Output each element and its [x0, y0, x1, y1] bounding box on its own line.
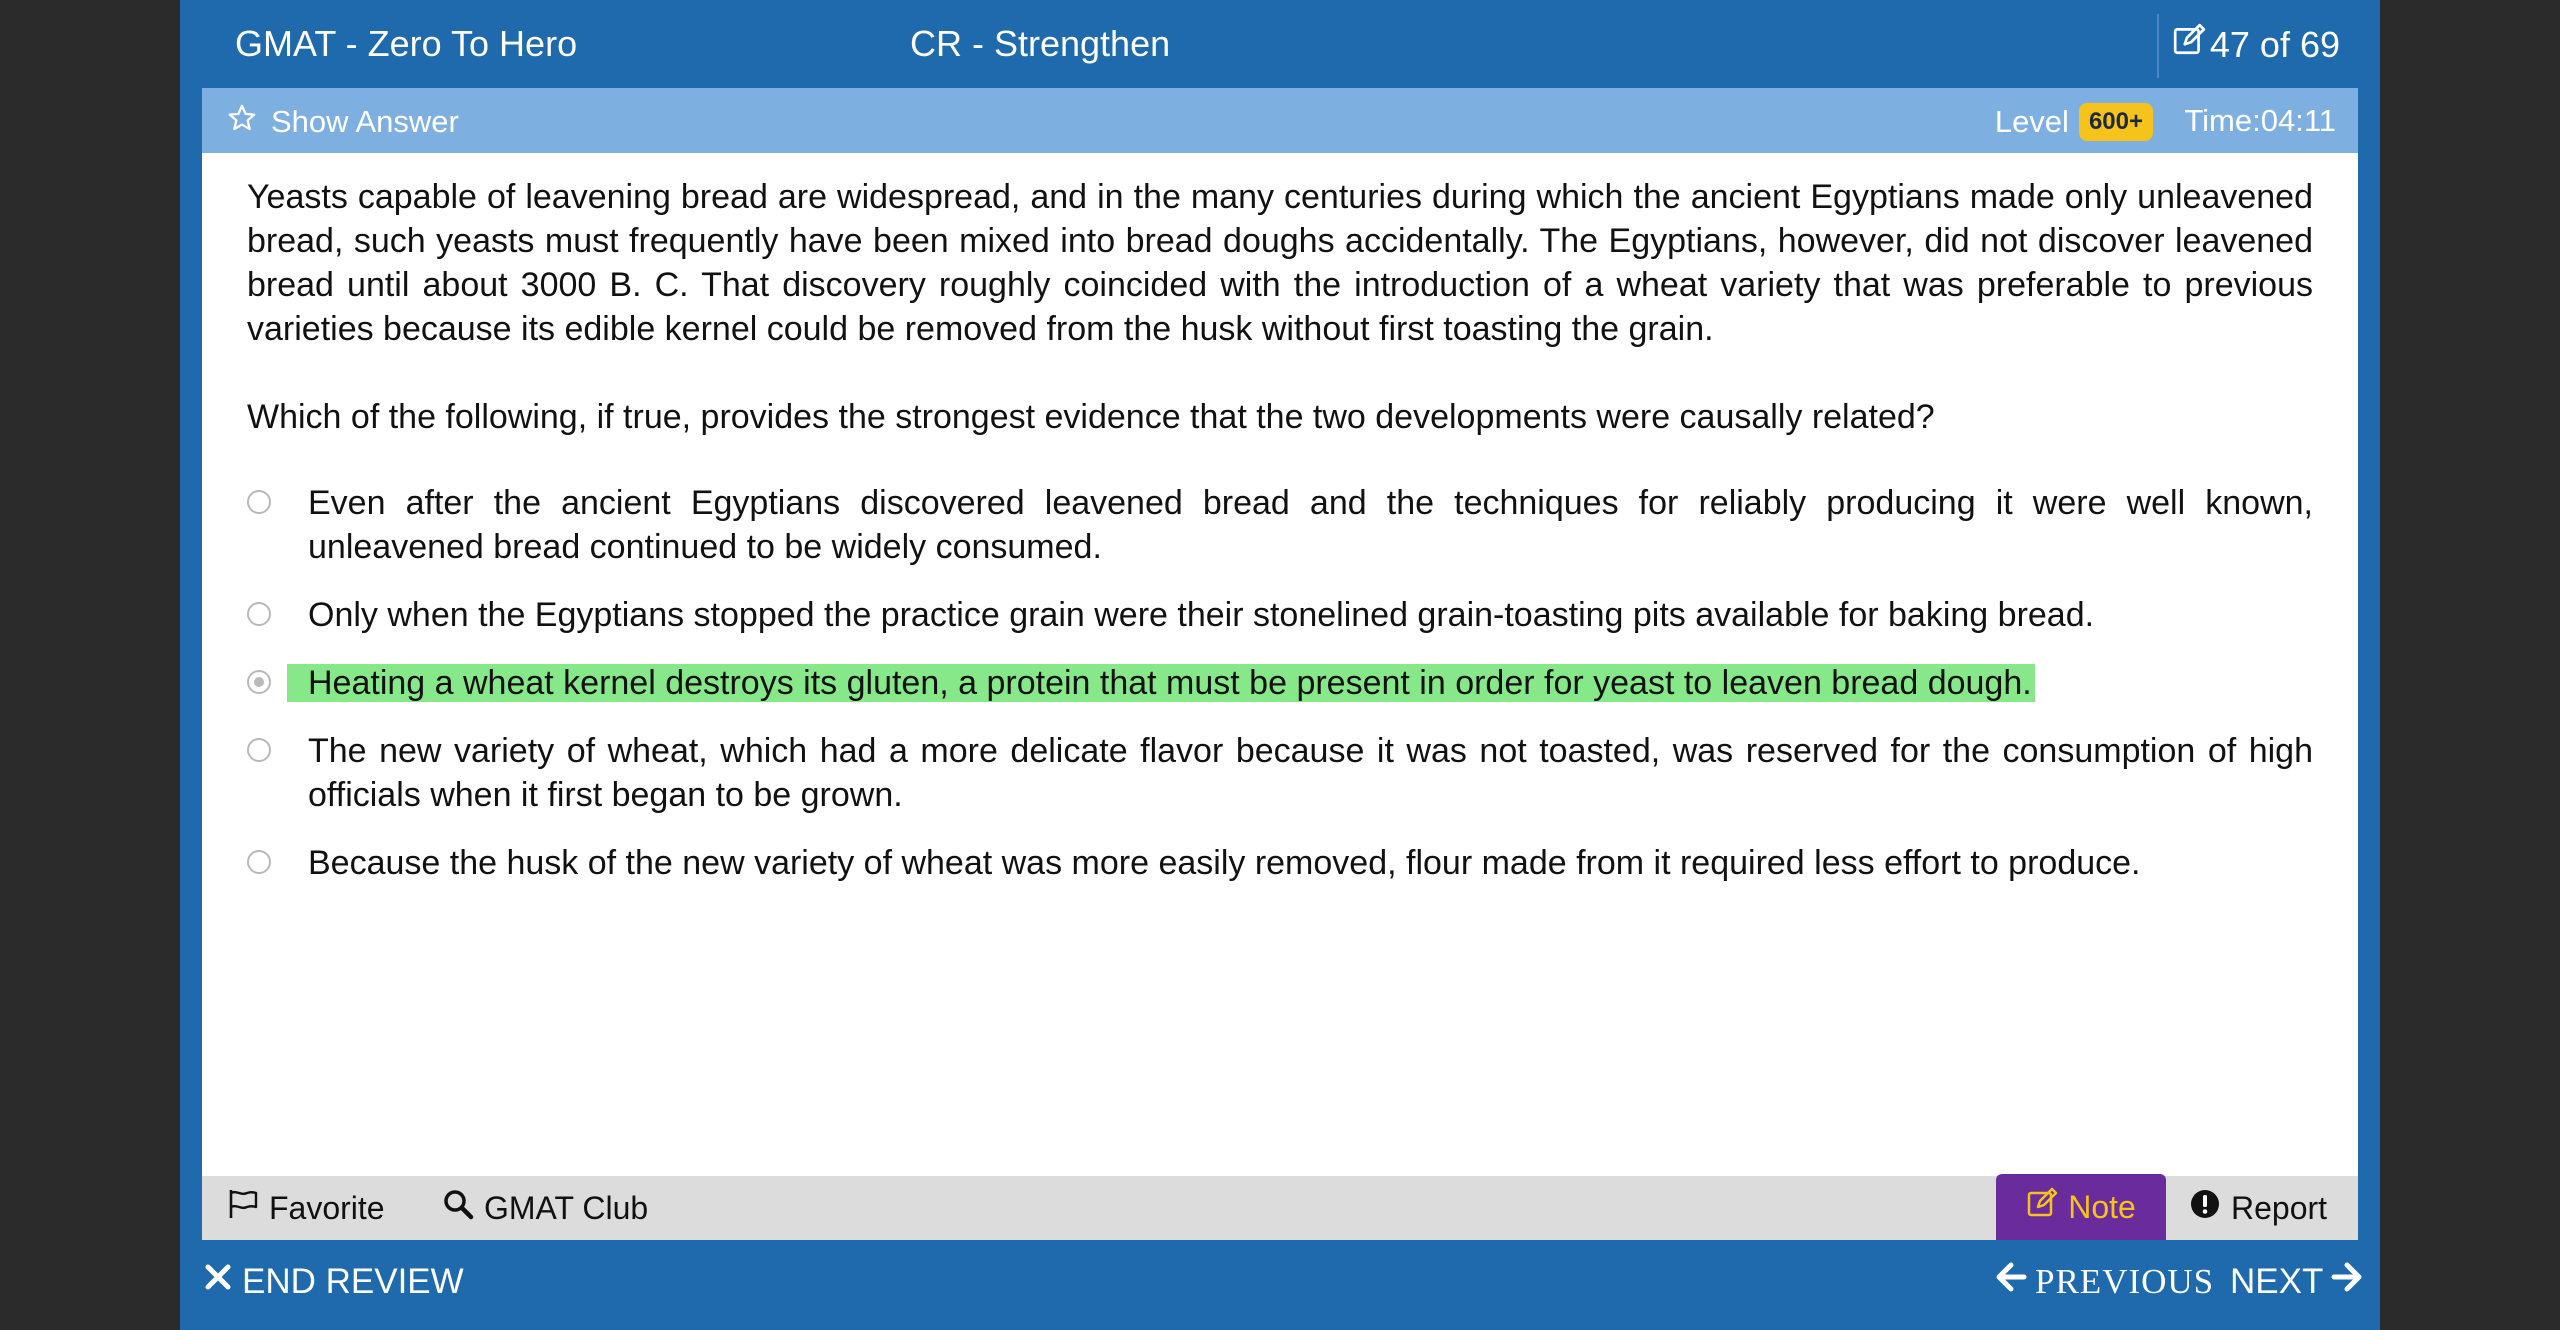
arrow-right-icon	[2331, 1261, 2363, 1302]
question-content	[247, 175, 2313, 909]
favorite-button[interactable]	[227, 1176, 385, 1240]
end-review-label: END REVIEW	[242, 1261, 464, 1301]
answer-choice-text: Even after the ancient Egyptians discovered leavened bread and the techniques for reliably producing it were well known, unleavened bread continued to be widely consumed.	[308, 484, 2313, 566]
level-indicator	[1995, 103, 2153, 141]
favorite-label: Favorite	[269, 1189, 385, 1226]
answer-choices	[247, 481, 2313, 885]
answer-choice[interactable]	[247, 841, 2313, 885]
question-passage: Yeasts capable of leavening bread are widespread, and in the many centuries during which the ancient Egyptians made only unleavened bread, such yeasts must frequently have been mixed into bread doughs accidentally. The Egyptians, however, did not discover leavened bread until about 3000 B. C. That discovery roughly coincided with the introduction of a wheat variety that was preferable to previous varieties because its edible kernel could be removed from the husk without first toasting the grain.	[247, 178, 2313, 348]
exclamation-circle-icon	[2189, 1188, 2221, 1228]
level-badge: 600+	[2079, 103, 2153, 141]
note-button[interactable]	[1996, 1174, 2166, 1240]
previous-label: PREVIOUS	[2035, 1261, 2215, 1301]
question-prompt: Which of the following, if true, provides the strongest evidence that the two developments were causally related?	[247, 398, 1935, 436]
app-window	[180, 0, 2380, 1330]
answer-choice-text: Only when the Egyptians stopped the practice grain were their stonelined grain-toasting pits available for baking bread.	[308, 596, 2095, 634]
radio-button-selected[interactable]	[247, 670, 271, 694]
radio-button[interactable]	[247, 738, 271, 762]
answer-choice-selected[interactable]	[247, 661, 2313, 705]
answer-choice-text: The new variety of wheat, which had a more delicate flavor because it was not toasted, was reserved for the consumption of high officials when it first began to be grown.	[308, 732, 2313, 814]
answer-choice[interactable]	[247, 729, 2313, 817]
question-card	[202, 88, 2358, 1240]
question-toolbar	[202, 1176, 2358, 1240]
counter-text: 47 of 69	[2209, 23, 2340, 65]
gmat-club-label: GMAT Club	[484, 1189, 649, 1226]
answer-choice-text: Because the husk of the new variety of wheat was more easily removed, flour made from it required less effort to produce.	[308, 844, 2141, 882]
note-label: Note	[2068, 1188, 2136, 1225]
next-button[interactable]	[2230, 1261, 2363, 1302]
edit-icon	[2026, 1187, 2058, 1227]
answer-choice-text: Heating a wheat kernel destroys its gluten, a protein that must be present in order for yeast to leaven bread dough.	[287, 664, 2035, 702]
bottom-navigation	[180, 1240, 2380, 1330]
flag-icon	[227, 1188, 259, 1228]
radio-button[interactable]	[247, 602, 271, 626]
radio-button[interactable]	[247, 850, 271, 874]
level-label: Level	[1994, 104, 2069, 139]
search-icon	[442, 1188, 474, 1228]
radio-button[interactable]	[247, 490, 271, 514]
answer-choice[interactable]	[247, 593, 2313, 637]
edit-icon	[2172, 23, 2206, 66]
close-icon	[202, 1261, 234, 1302]
answer-choice[interactable]	[247, 481, 2313, 569]
show-answer-button[interactable]	[227, 103, 459, 141]
previous-button[interactable]	[1995, 1261, 2214, 1302]
header-divider	[2157, 14, 2159, 78]
gmat-club-button[interactable]	[442, 1176, 648, 1240]
section-title: CR - Strengthen	[910, 23, 1171, 64]
report-label: Report	[2231, 1189, 2328, 1226]
arrow-left-icon	[1995, 1261, 2027, 1302]
next-label: NEXT	[2230, 1261, 2324, 1301]
report-button[interactable]	[2189, 1176, 2327, 1240]
star-icon	[227, 103, 257, 141]
end-review-button[interactable]	[202, 1261, 464, 1302]
question-subbar	[202, 88, 2358, 153]
show-answer-label: Show Answer	[271, 104, 459, 139]
header-bar	[180, 0, 2380, 88]
question-counter	[2172, 23, 2340, 66]
timer: Time:04:11	[2184, 103, 2336, 138]
app-title: GMAT - Zero To Hero	[235, 23, 578, 64]
